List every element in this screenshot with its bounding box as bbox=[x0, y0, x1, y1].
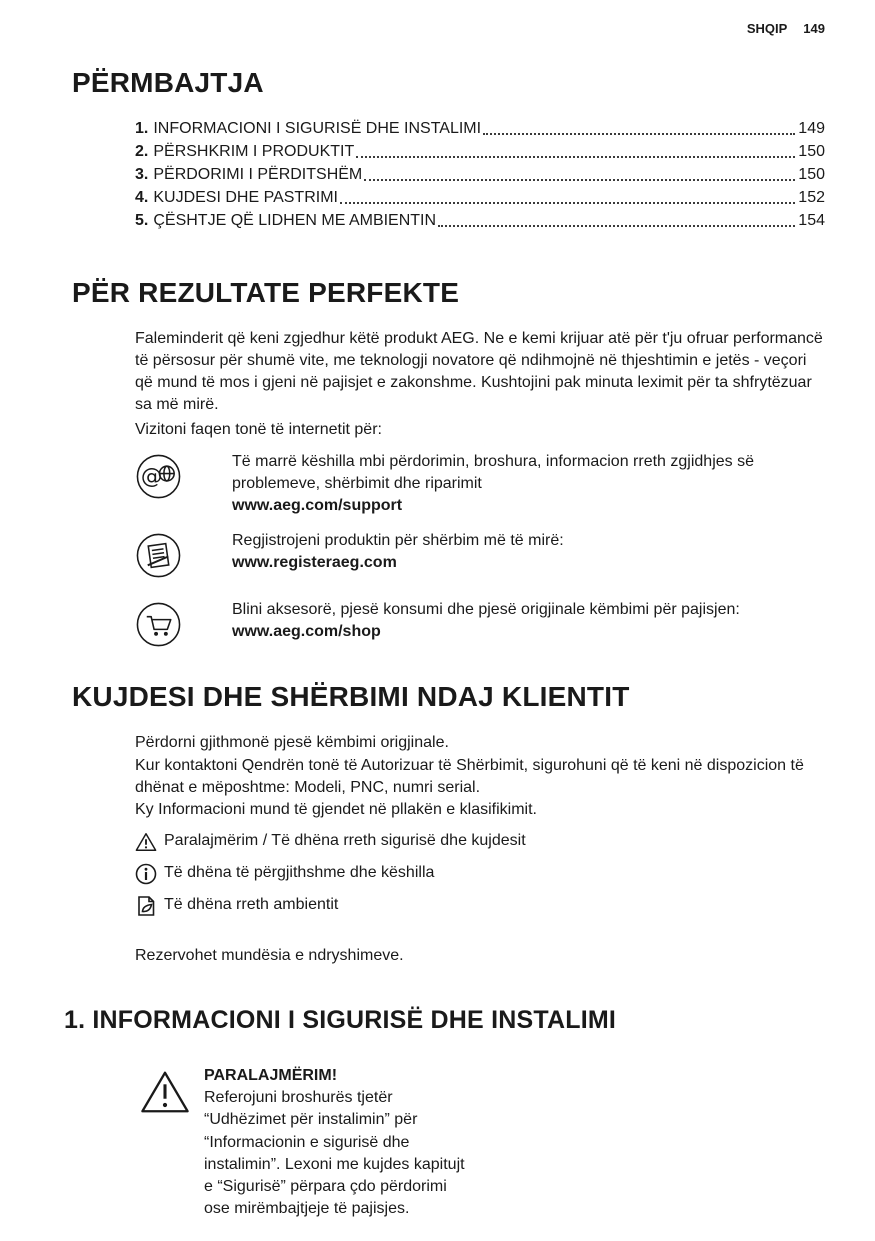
warning-text-block bbox=[204, 1065, 466, 1220]
intro-paragraph: Faleminderit që keni zgjedhur këtë produkt AEG. Ne e kemi krijuar atë për t'ju ofruar performancë të përsosur për shumë vite, me teknologji novatore që ndihmojnë në thjeshtimin e jetës - veçori që mund të mos i gjeni në pajisjet e zakonshme. Kushtojini pak minuta leximit për ta shfrytëzuar sa më mirë. bbox=[135, 330, 823, 414]
toc-entry-page: 149 bbox=[798, 119, 825, 137]
support-link-row bbox=[135, 451, 825, 517]
section-1-title: 1. INFORMACIONI I SIGURISË DHE INSTALIMI bbox=[64, 1005, 617, 1034]
shop-link-url: www.aeg.com/shop bbox=[232, 622, 381, 640]
visit-line: Vizitoni faqen tonë të internetit për: bbox=[135, 420, 382, 438]
care-paragraph-2: Kur kontaktoni Qendrën tonë të Autorizuar të Shërbimit, sigurohuni që të keni në dispozicion të dhënat e mëposhtme: Modeli, PNC, numri serial. bbox=[135, 756, 804, 796]
environment-icon bbox=[135, 895, 157, 917]
register-link-text-block bbox=[232, 530, 825, 579]
toc-entry bbox=[135, 140, 825, 163]
warning-triangle-icon bbox=[135, 831, 157, 853]
toc-leader-dots bbox=[340, 202, 795, 204]
toc-entry-number: 4. bbox=[135, 188, 149, 206]
legend-item bbox=[135, 894, 825, 917]
register-product-icon bbox=[135, 532, 182, 579]
toc-leader-dots bbox=[356, 156, 795, 158]
customer-care-section bbox=[135, 732, 825, 966]
page-header bbox=[72, 20, 825, 38]
perfect-results-title: PËR REZULTATE PERFEKTE bbox=[72, 276, 460, 308]
language-label: SHQIP bbox=[746, 21, 788, 36]
support-link-text-block bbox=[232, 451, 825, 517]
svg-text:@: @ bbox=[140, 463, 163, 489]
toc-entry bbox=[135, 186, 825, 209]
warning-block bbox=[140, 1065, 825, 1220]
toc-entry bbox=[135, 117, 825, 140]
globe-support-icon bbox=[135, 453, 182, 500]
info-circle-icon bbox=[135, 863, 157, 885]
shop-link-text: Blini aksesorë, pjesë konsumi dhe pjesë origjinale këmbimi për pajisjen: bbox=[232, 600, 740, 618]
shop-link-row bbox=[135, 599, 825, 648]
register-link-url: www.registeraeg.com bbox=[232, 553, 397, 571]
legend-text: Të dhëna të përgjithshme dhe këshilla bbox=[164, 863, 435, 881]
toc-entry bbox=[135, 209, 825, 232]
toc-leader-dots bbox=[364, 179, 795, 181]
toc-entry-page: 152 bbox=[798, 188, 825, 206]
toc-leader-dots bbox=[438, 225, 795, 227]
support-link-url: www.aeg.com/support bbox=[232, 496, 403, 514]
toc-title: PËRMBAJTJA bbox=[72, 66, 264, 98]
customer-care-title: KUJDESI DHE SHËRBIMI NDAJ KLIENTIT bbox=[72, 680, 630, 712]
shop-link-text-block bbox=[232, 599, 825, 648]
warning-triangle-icon bbox=[140, 1069, 190, 1115]
table-of-contents bbox=[135, 117, 825, 232]
care-paragraph-1: Përdorni gjithmonë pjesë këmbimi origjinale. bbox=[135, 734, 449, 752]
warning-title: PARALAJMËRIM! bbox=[204, 1067, 338, 1085]
legend-text: Paralajmërim / Të dhëna rreth sigurisë dhe kujdesit bbox=[164, 831, 526, 849]
toc-entry-number: 2. bbox=[135, 142, 149, 160]
toc-entry-number: 5. bbox=[135, 211, 149, 229]
toc-entry-number: 1. bbox=[135, 119, 149, 137]
legend-item bbox=[135, 862, 825, 885]
perfect-results-section bbox=[135, 328, 825, 648]
toc-entry-label: PËRSHKRIM I PRODUKTIT bbox=[153, 142, 355, 160]
toc-entry-label: PËRDORIMI I PËRDITSHËM bbox=[153, 165, 363, 183]
toc-entry bbox=[135, 163, 825, 186]
toc-entry-page: 150 bbox=[798, 142, 825, 160]
toc-leader-dots bbox=[483, 133, 795, 135]
toc-entry-page: 154 bbox=[798, 211, 825, 229]
legend-text: Të dhëna rreth ambientit bbox=[164, 895, 339, 913]
toc-entry-label: ÇËSHTJE QË LIDHEN ME AMBIENTIN bbox=[153, 211, 437, 229]
care-paragraph-3: Ky Informacioni mund të gjendet në pllakën e klasifikimit. bbox=[135, 800, 537, 818]
page-number: 149 bbox=[803, 21, 825, 36]
warning-body: Referojuni broshurës tjetër “Udhëzimet për instalimin” për “Informacionin e sigurisë dhe instalimin”. Lexoni me kujdes kapitujt e “Sigurisë” përpara çdo përdorimi ose mirëmbajtjeje të pajisjes. bbox=[204, 1089, 465, 1217]
shopping-cart-icon bbox=[135, 601, 182, 648]
toc-entry-label: INFORMACIONI I SIGURISË DHE INSTALIMI bbox=[153, 119, 482, 137]
support-link-text: Të marrë këshilla mbi përdorimin, broshura, informacion rreth zgjidhjes së problemeve, shërbimit dhe riparimit bbox=[232, 452, 754, 492]
register-link-text: Regjistrojeni produktin për shërbim më të mirë: bbox=[232, 531, 564, 549]
toc-entry-number: 3. bbox=[135, 165, 149, 183]
toc-entry-label: KUJDESI DHE PASTRIMI bbox=[153, 188, 338, 206]
toc-entry-page: 150 bbox=[798, 165, 825, 183]
symbol-legend bbox=[135, 830, 825, 917]
change-reservation-note: Rezervohet mundësia e ndryshimeve. bbox=[135, 946, 404, 964]
legend-item bbox=[135, 830, 825, 853]
register-link-row bbox=[135, 530, 825, 579]
